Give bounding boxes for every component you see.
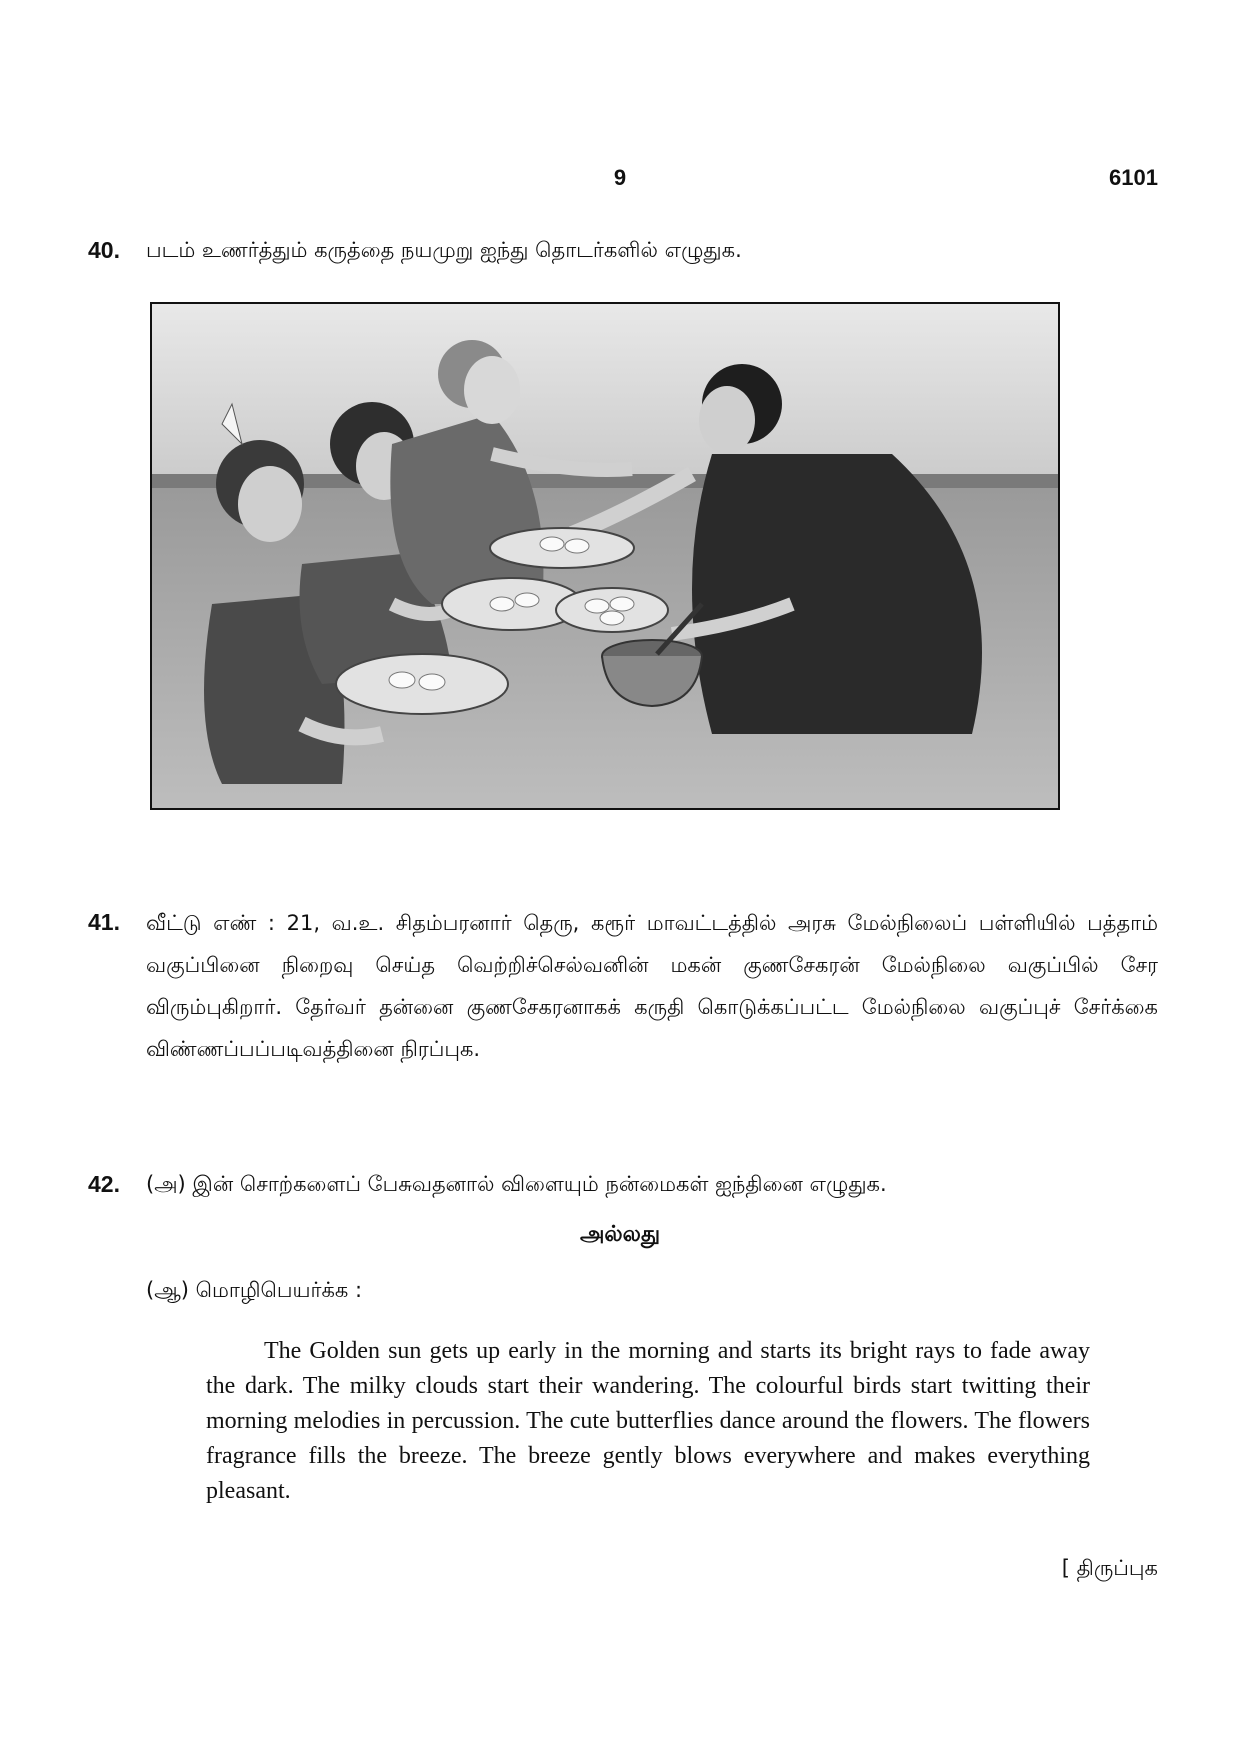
question-42 — [88, 1164, 1158, 1204]
question-number: 42. — [88, 1171, 120, 1197]
turn-over-note: [ திருப்புக — [1061, 1556, 1158, 1580]
illustration-drawing — [152, 304, 1058, 808]
question-text: வீட்டு எண் : 21, வ.உ. சிதம்பரனார் தெரு, கரூர் மாவட்டத்தில் அரசு மேல்நிலைப் பள்ளியில் பத்தாம் வகுப்பினை நிறைவு செய்த வெற்றிச்செல்வனின் மகன் குணசேகரன் மேல்நிலை வகுப்பில் சேர விரும்புகிறார். தேர்வர் தன்னை குணசேகரனாகக் கருதி கொடுக்கப்பட்ட மேல்நிலை வகுப்புச் சேர்க்கை விண்ணப்பப்படிவத்தினை நிரப்புக. — [146, 911, 1158, 1061]
question-part-b: (ஆ) மொழிபெயர்க்க : — [146, 1278, 363, 1302]
question-number: 40. — [88, 237, 120, 263]
translation-passage: The Golden sun gets up early in the morning and starts its bright rays to fade away the dark. The milky clouds start their wandering. The colourful birds start twitting their morning melodies in percussion. The cute butterflies dance around the flowers. The flowers fragrance fills the breeze. The breeze gently blows everywhere and makes everything pleasant. — [206, 1338, 1090, 1504]
page-number: 9 — [613, 165, 627, 190]
question-number: 41. — [88, 909, 120, 935]
question-part-a: (அ) இன் சொற்களைப் பேசுவதனால் விளையும் நன்மைகள் ஐந்தினை எழுதுக. — [146, 1172, 887, 1196]
question-41 — [88, 902, 1158, 1070]
paper-code: 6101 — [1109, 165, 1158, 190]
question-text: படம் உணர்த்தும் கருத்தை நயமுறு ஐந்து தொடர்களில் எழுதுக. — [146, 238, 742, 262]
family-meal-illustration — [150, 302, 1060, 810]
question-40 — [88, 230, 1158, 270]
or-separator: அல்லது — [579, 1222, 661, 1247]
